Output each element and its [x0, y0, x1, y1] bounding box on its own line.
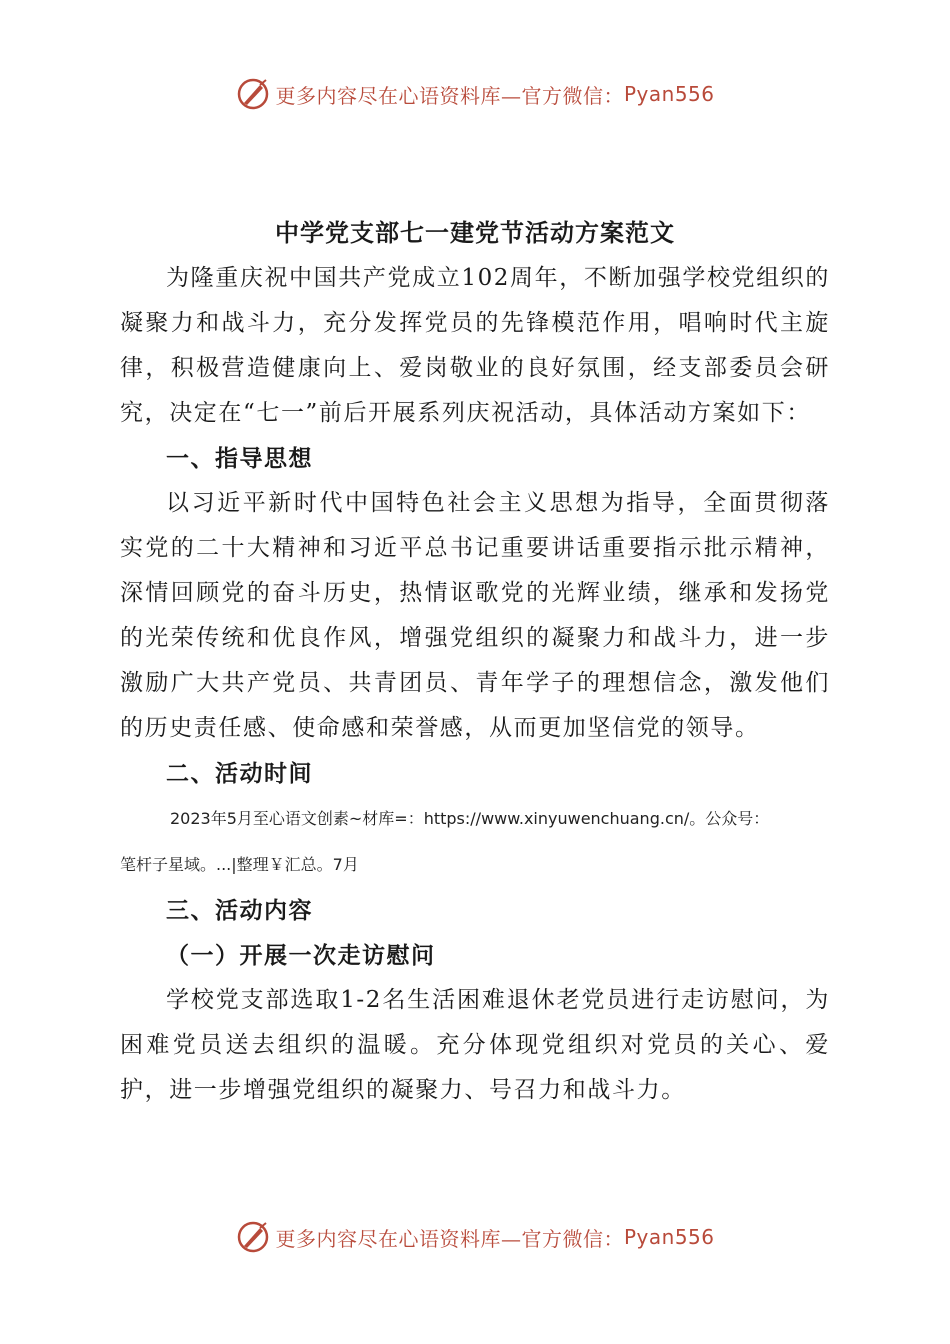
- section-heading-activity-time: 二、活动时间: [166, 760, 313, 787]
- quill-circle-logo-icon: [235, 1219, 271, 1255]
- quill-circle-logo-icon: [235, 76, 271, 112]
- visit-paragraph: 学校党支部选取1-2名生活困难退休老党员进行走访慰问，为困难党员送去组织的温暖。充分体现党组织对党员的关心、爱护，进一步增强党组织的凝聚力、号召力和战斗力。: [120, 987, 830, 1103]
- activity-time-line-2: 笔杆子星域。...|整理￥汇总。7月: [120, 855, 359, 874]
- wechat-id: Pyan556: [623, 82, 715, 106]
- header-watermark-banner: [0, 74, 950, 114]
- section-heading-guiding-ideology: 一、指导思想: [166, 445, 313, 472]
- wechat-id: Pyan556: [623, 1225, 715, 1249]
- watermark-text: 更多内容尽在心语资料库—官方微信：: [275, 1226, 624, 1251]
- intro-paragraph: 为隆重庆祝中国共产党成立102周年，不断加强学校党组织的凝聚力和战斗力，充分发挥党员的先锋模范作用，唱响时代主旋律，积极营造健康向上、爱岗敬业的良好氛围，经支部委员会研究，决定在“七一”前后开展系列庆祝活动，具体活动方案如下：: [120, 265, 830, 426]
- footer-watermark-banner: [0, 1217, 950, 1257]
- activity-time-line-1: 2023年5月至心语文创素~材库=：https://www.xinyuwenchuang.cn/。公众号：: [170, 809, 770, 828]
- document-body: [120, 210, 830, 1113]
- guiding-ideology-paragraph: 以习近平新时代中国特色社会主义思想为指导，全面贯彻落实党的二十大精神和习近平总书记重要讲话重要指示批示精神，深情回顾党的奋斗历史，热情讴歌党的光辉业绩，继承和发扬党的光荣传统和优良作风，增强党组织的凝聚力和战斗力，进一步激励广大共产党员、共青团员、青年学子的理想信念，激发他们的历史责任感、使命感和荣誉感，从而更加坚信党的领导。: [120, 490, 830, 741]
- section-heading-activity-content: 三、活动内容: [166, 897, 313, 924]
- page-title: 中学党支部七一建党节活动方案范文: [275, 218, 675, 247]
- subsection-heading-visit: （一）开展一次走访慰问: [166, 942, 436, 969]
- watermark-text: 更多内容尽在心语资料库—官方微信：: [275, 83, 624, 108]
